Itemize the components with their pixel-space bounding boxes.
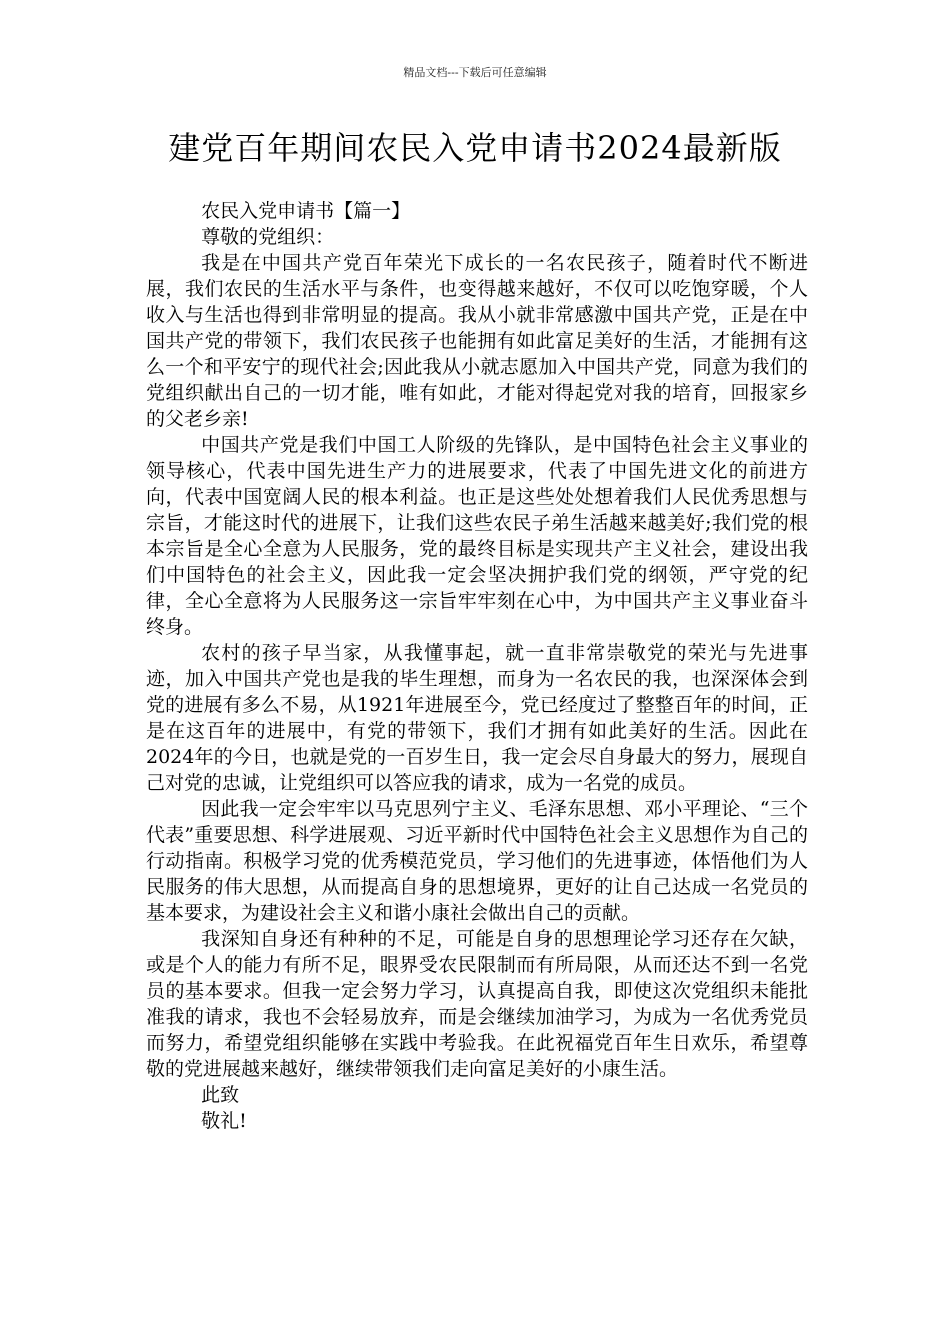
body-paragraph-4: 因此我一定会牢牢以马克思列宁主义、毛泽东思想、邓小平理论、“三个代表”重要思想、科学进展观、习近平新时代中国特色社会主义思想作为自己的行动指南。积极学习党的优秀模范党员，学习他们的先进事迹，体悟他们为人民服务的伟大思想，从而提高自身的思想境界，更好的让自己达成一名党员的基本要求，为建设社会主义和谐小康社会做出自己的贡献。 bbox=[146, 798, 808, 924]
closing-line-2: 敬礼! bbox=[201, 1110, 247, 1132]
document-title: 建党百年期间农民入党申请书2024最新版 bbox=[168, 129, 782, 167]
closing-line-1: 此致 bbox=[201, 1084, 240, 1106]
document-body bbox=[146, 198, 808, 1134]
body-paragraph-1: 我是在中国共产党百年荣光下成长的一名农民孩子，随着时代不断进展，我们农民的生活水平与条件，也变得越来越好，不仅可以吃饱穿暖，个人收入与生活也得到非常明显的提高。我从小就非常感激中国共产党，正是在中国共产党的带领下，我们农民孩子也能拥有如此富足美好的生活，才能拥有这么一个和平安宁的现代社会;因此我从小就志愿加入中国共产党，同意为我们的党组织献出自己的一切才能，唯有如此，才能对得起党对我的培育，回报家乡的父老乡亲! bbox=[146, 252, 808, 430]
salutation: 尊敬的党组织： bbox=[201, 226, 335, 248]
section-heading: 农民入党申请书【篇一】 bbox=[201, 200, 411, 222]
body-paragraph-3: 农村的孩子早当家，从我懂事起，就一直非常崇敬党的荣光与先进事迹，加入中国共产党也是我的毕生理想，而身为一名农民的我，也深深体会到党的进展有多么不易，从1921年进展至今，党已经度过了整整百年的时间，正是在这百年的进展中，有党的带领下，我们才拥有如此美好的生活。因此在2024年的今日，也就是党的一百岁生日，我一定会尽自身最大的努力，展现自己对党的忠诚，让党组织可以答应我的请求，成为一名党的成员。 bbox=[146, 642, 808, 794]
body-paragraph-5: 我深知自身还有种种的不足，可能是自身的思想理论学习还存在欠缺，或是个人的能力有所不足，眼界受农民限制而有所局限，从而还达不到一名党员的基本要求。但我一定会努力学习，认真提高自我，即使这次党组织未能批准我的请求，我也不会轻易放弃，而是会继续加油学习，为成为一名优秀党员而努力，希望党组织能够在实践中考验我。在此祝福党百年生日欢乐，希望尊敬的党进展越来越好，继续带领我们走向富足美好的小康生活。 bbox=[146, 928, 808, 1080]
body-paragraph-2: 中国共产党是我们中国工人阶级的先锋队，是中国特色社会主义事业的领导核心，代表中国先进生产力的进展要求，代表了中国先进文化的前进方向，代表中国宽阔人民的根本利益。也正是这些处处想着我们人民优秀思想与宗旨，才能这时代的进展下，让我们这些农民子弟生活越来越美好;我们党的根本宗旨是全心全意为人民服务，党的最终目标是实现共产主义社会，建设出我们中国特色的社会主义，因此我一定会坚决拥护我们党的纲领，严守党的纪律，全心全意将为人民服务这一宗旨牢牢刻在心中，为中国共产主义事业奋斗终身。 bbox=[146, 434, 808, 638]
header-note: 精品文档---下载后可任意编辑 bbox=[403, 66, 547, 79]
